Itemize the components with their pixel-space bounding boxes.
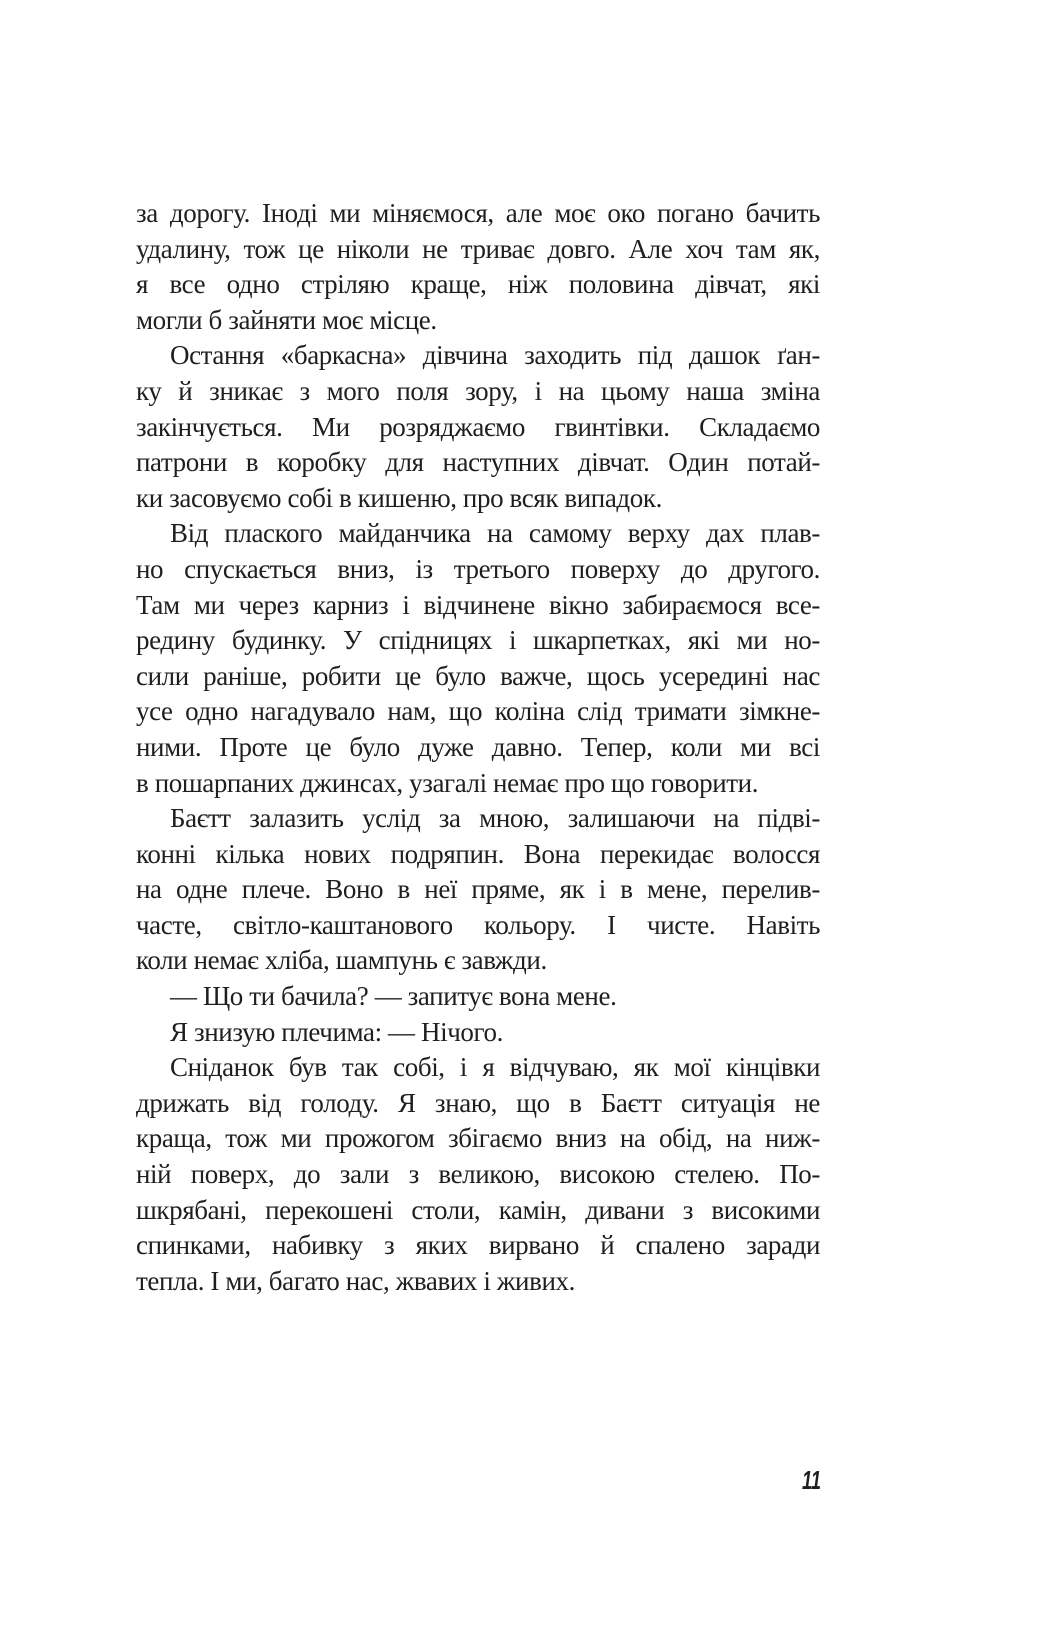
text-line: усе одно нагадувало нам, що коліна слід тримати зімкне-: [136, 696, 820, 727]
page-number: 11: [802, 1465, 821, 1495]
text-line: ній поверх, до зали з великою, високою стелею. По-: [136, 1159, 820, 1190]
text-line: Я знизую плечима: — Нічого.: [170, 1016, 503, 1047]
book-page-text: [136, 196, 820, 1299]
text-line: но спускається вниз, із третього поверху до другого.: [136, 553, 820, 584]
text-line: я все одно стріляю краще, ніж половина дівчат, які: [136, 269, 820, 300]
text-line: тепла. І ми, багато нас, жвавих і живих.: [136, 1265, 575, 1296]
text-line: коли немає хліба, шампунь є завжди.: [136, 945, 547, 976]
text-line: ки засовуємо собі в кишеню, про всяк випадок.: [136, 482, 662, 513]
text-line: Баєтт залазить услід за мною, залишаючи на підві-: [170, 803, 820, 834]
paragraph: [136, 1050, 820, 1299]
paragraph: [136, 516, 820, 801]
text-line: удалину, тож це ніколи не триває довго. Але хоч там як,: [136, 233, 820, 264]
paragraph: [136, 196, 820, 338]
text-line: ними. Проте це було дуже давно. Тепер, коли ми всі: [136, 731, 820, 762]
text-line: сили раніше, робити це було важче, щось усередині нас: [136, 660, 820, 691]
paragraph: [136, 801, 820, 979]
text-line: в пошарпаних джинсах, узагалі немає про що говорити.: [136, 767, 759, 798]
text-line: патрони в коробку для наступних дівчат. Один потай-: [136, 447, 820, 478]
text-line: на одне плече. Воно в неї пряме, як і в мене, перелив-: [136, 874, 820, 905]
text-line: закінчується. Ми розряджаємо гвинтівки. Складаємо: [136, 411, 820, 442]
text-line: Сніданок був так собі, і я відчуваю, як мої кінцівки: [170, 1052, 820, 1083]
text-line: конні кілька нових подряпин. Вона перекидає волосся: [136, 838, 820, 869]
text-line: ку й зникає з мого поля зору, і на цьому наша зміна: [136, 375, 820, 406]
text-line: часте, світло-каштанового кольору. І чисте. Навіть: [136, 909, 820, 940]
paragraph: [136, 338, 820, 516]
text-line: Від плаского майданчика на самому верху дах плав-: [170, 518, 820, 549]
text-line: Там ми через карниз і відчинене вікно забираємося все-: [136, 589, 820, 620]
text-line: могли б зайняти моє місце.: [136, 304, 437, 335]
text-line: краща, тож ми прожогом збігаємо вниз на обід, на ниж-: [136, 1123, 820, 1154]
text-line: спинками, набивку з яких вирвано й спалено заради: [136, 1230, 820, 1261]
text-line: — Що ти бачила? — запитує вона мене.: [170, 981, 617, 1012]
dialogue-paragraph: [136, 1015, 820, 1051]
text-line: Остання «баркасна» дівчина заходить під дашок ґан-: [170, 340, 820, 371]
text-line: дрижать від голоду. Я знаю, що в Баєтт ситуація не: [136, 1087, 820, 1118]
text-line: редину будинку. У спідницях і шкарпетках, які ми но-: [136, 625, 820, 656]
text-line: за дорогу. Іноді ми міняємося, але моє око погано бачить: [136, 198, 820, 228]
dialogue-paragraph: [136, 979, 820, 1015]
text-line: шкрябані, перекошені столи, камін, дивани з високими: [136, 1194, 820, 1225]
